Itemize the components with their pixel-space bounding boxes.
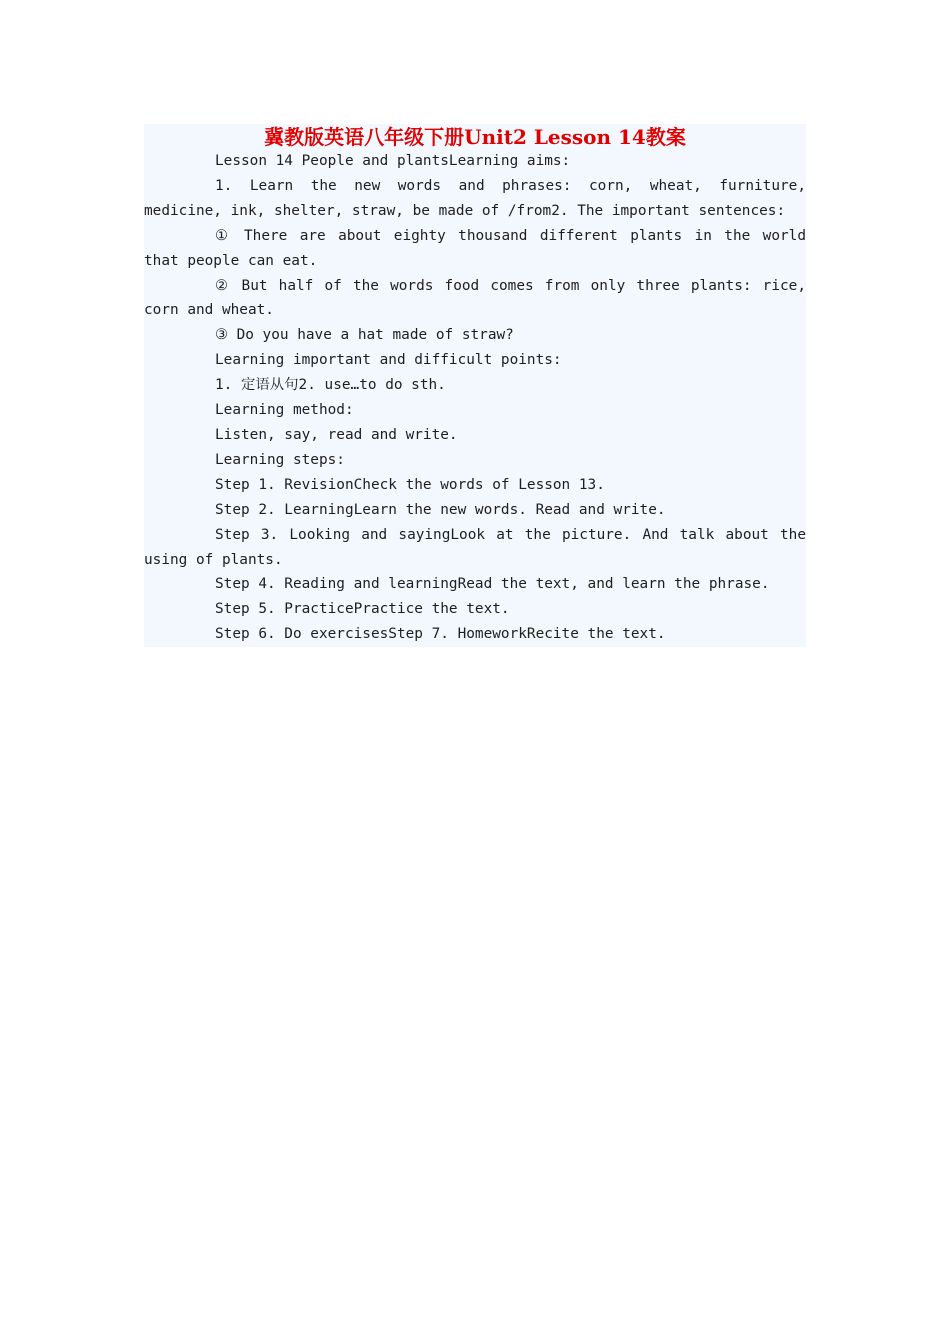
- paragraph-important-points: 1. 定语从句2. use…to do sth.: [215, 377, 446, 394]
- paragraph-sentence-1: ① There are about eighty thousand different plants in the world that people can eat.: [144, 227, 806, 269]
- paragraph-step-2: Step 2. LearningLearn the new words. Read and write.: [215, 501, 666, 518]
- paragraph-aim-words: 1. Learn the new words and phrases: corn, wheat, furniture, medicine, ink, shelter, straw, be made of /from2. The important sentences:: [144, 177, 806, 219]
- paragraph-method: Listen, say, read and write.: [215, 426, 458, 443]
- paragraph-step-4: Step 4. Reading and learningRead the text, and learn the phrase.: [215, 576, 770, 593]
- paragraph-step-6-7: Step 6. Do exercisesStep 7. HomeworkRecite the text.: [215, 626, 666, 643]
- paragraph-step-3: Step 3. Looking and sayingLook at the picture. And talk about the using of plants.: [144, 526, 806, 568]
- paragraph-step-5: Step 5. PracticePractice the text.: [215, 601, 510, 618]
- paragraph-method-heading: Learning method:: [215, 402, 354, 419]
- paragraph-steps-heading: Learning steps:: [215, 451, 345, 468]
- paragraph-step-1: Step 1. RevisionCheck the words of Lesson 13.: [215, 476, 605, 493]
- paragraph-lesson-heading: Lesson 14 People and plantsLearning aims:: [215, 153, 571, 169]
- paragraph-sentence-3: ③ Do you have a hat made of straw?: [215, 327, 514, 344]
- document-body: [144, 149, 806, 647]
- document-content-block: [144, 124, 806, 647]
- paragraph-important-points-heading: Learning important and difficult points:: [215, 352, 562, 369]
- paragraph-sentence-2: ② But half of the words food comes from only three plants: rice, corn and wheat.: [144, 277, 806, 319]
- document-title: 冀教版英语八年级下册Unit2 Lesson 14教案: [264, 125, 686, 149]
